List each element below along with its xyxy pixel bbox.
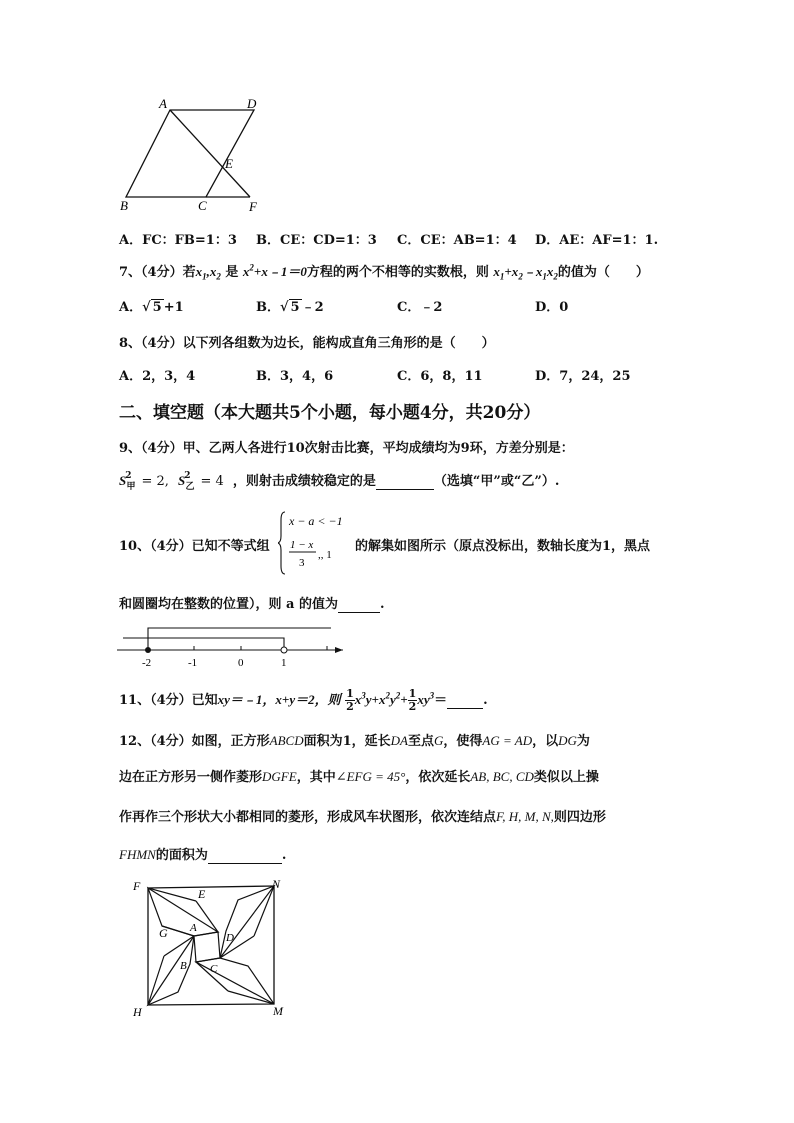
q8-option-c: C．6，8，11: [397, 369, 483, 384]
q7-option-a: A．√ 5 +1: [119, 300, 184, 315]
rhombus-m: [196, 958, 274, 1004]
label-c2: C: [210, 963, 218, 975]
q10-stem: 10、（4分）已知不等式组: [119, 539, 270, 554]
label-m: M: [273, 1004, 283, 1018]
rhombus-h: [148, 936, 194, 1005]
parallelogram-abcd: [126, 110, 254, 197]
q12-line2: 边在正方形另一侧作菱形DGFE，其中∠EFG = 45°，依次延长AB, BC, CD类似以上操: [119, 769, 599, 785]
square-fhmn: [148, 886, 274, 1005]
label-d2: D: [226, 932, 234, 944]
frac-den: 3: [299, 557, 305, 569]
q12-line1: 12、（4分）如图，正方形ABCD面积为1，延长DA至点G，使得AG = AD，以DG为: [119, 733, 590, 749]
q10-line2-end: .: [379, 597, 385, 612]
q12-answer-blank[interactable]: [208, 848, 282, 864]
q7-option-c: C．﹣2: [397, 300, 443, 315]
q11-stem-text: 11、（4分）已知: [119, 693, 218, 708]
label-f: F: [249, 199, 257, 214]
brace: [278, 512, 285, 574]
q6-option-b: B．CE：CD=1：3: [256, 233, 377, 248]
q8-option-a: A．2，3，4: [119, 369, 196, 384]
ineq2-tail: ,, 1: [318, 549, 332, 561]
q9-s-jia-val: = 2,: [141, 474, 169, 489]
q10-answer-blank[interactable]: [338, 597, 380, 613]
q6-option-c: C．CE：AB=1：4: [397, 233, 517, 248]
label-g: G: [159, 926, 168, 940]
parallelogram-figure: [112, 95, 272, 215]
label-e: E: [225, 156, 233, 171]
q11-end: ＝: [434, 693, 448, 708]
open-circle: [281, 647, 287, 653]
q7-stem: 7、（4分）若$x_1,x_2$ 是 $x^2+x﹣1=0$方程的两个不相等的实数根，则 $x_1+x_2﹣x_1x_2$的值为（ ）: [119, 262, 649, 282]
label-b2: B: [180, 960, 187, 972]
label-h: H: [133, 1005, 142, 1019]
label--2: -2: [142, 657, 152, 669]
pinwheel-figure: [128, 876, 288, 1021]
q11-answer-blank[interactable]: [447, 693, 483, 709]
number-line: [115, 620, 350, 670]
q7-number: 7、（4分）若: [119, 265, 196, 280]
label-1: 1: [281, 657, 287, 669]
sqrt-5-a: 5: [152, 300, 162, 315]
q10-line2: [119, 593, 385, 613]
frac-num: 1 − x: [290, 539, 314, 551]
q9-s-yi-sub: 乙: [185, 482, 195, 492]
label-0: 0: [238, 657, 244, 669]
q7-text-mid: 是: [225, 265, 239, 280]
rhombus-n: [220, 886, 274, 958]
label-a: A: [159, 96, 167, 111]
label-a2: A: [190, 922, 197, 934]
q11-cond: xy＝﹣1，x+y＝2，则: [217, 692, 341, 707]
solution-ray-a: [148, 628, 331, 650]
q6-option-a: A．FC：FB=1：3: [119, 233, 237, 248]
q7-option-d: D．0: [535, 300, 569, 315]
q9-line2-end: （选填“甲”或“乙”）.: [433, 474, 560, 489]
q6-option-d: D．AE：AF=1：1.: [535, 233, 659, 248]
axis-arrow: [335, 647, 343, 653]
label-n: N: [272, 877, 281, 891]
section2-title: 二、填空题（本大题共5个小题，每小题4分，共20分）: [119, 403, 541, 423]
label-f2: F: [133, 879, 141, 893]
q9-line2: $S^2_甲 = 2$, $S^2_乙 = 4$ ，则射击成绩较稳定的是 （选填“甲”或“乙”）.: [119, 471, 560, 492]
q10-inequality-system: [278, 508, 348, 578]
q8-option-b: B．3，4，6: [256, 369, 334, 384]
q9-line2-mid: ，则射击成绩较稳定的是: [232, 474, 376, 489]
q9-answer-blank[interactable]: [376, 474, 434, 490]
q7-text-eq: 方程的两个不相等的实数根，则: [306, 265, 489, 280]
line-af: [170, 110, 250, 197]
q10-stem-tail: 的解集如图所示（原点没标出，数轴长度为1，黑点: [355, 539, 651, 554]
label-d: D: [247, 96, 257, 111]
q7-text-end: 的值为（ ）: [557, 265, 649, 280]
q12-line4: FHMN的面积为 .: [119, 847, 287, 863]
q11-stem: 11、（4分）已知xy＝﹣1，x+y＝2，则 $\frac{1}{2}$ $x^3y+x^2y^2+$ $\frac{1}{2}$ $xy^3=$ .: [119, 687, 488, 713]
filled-dot: [145, 647, 151, 653]
q9-stem: 9、（4分）甲、乙两人各进行10次射击比赛，平均成绩均为9环，方差分别是：: [119, 441, 574, 456]
q8-stem: 8、（4分）以下列各组数为边长，能构成直角三角形的是（ ）: [119, 336, 495, 351]
sqrt-5-b: 5: [290, 300, 300, 315]
label-e2: E: [198, 887, 206, 901]
q7-option-b: B．√ 5 ﹣2: [256, 300, 324, 315]
square-abcd: [194, 932, 220, 962]
q9-s-jia-sub: 甲: [126, 482, 136, 492]
q9-s-yi-val: = 4: [200, 474, 224, 489]
label-c: C: [198, 198, 207, 213]
ineq1: x − a < −1: [289, 514, 343, 528]
q12-line3: 作再作三个形状大小都相同的菱形，形成风车状图形，依次连结点F, H, M, N,则四边形: [119, 809, 606, 825]
label--1: -1: [188, 657, 198, 669]
q8-option-d: D．7，24，25: [535, 369, 631, 384]
q10-line2-text: 和圆圈均在整数的位置），则 a 的值为: [119, 597, 338, 612]
label-b: B: [120, 198, 128, 213]
